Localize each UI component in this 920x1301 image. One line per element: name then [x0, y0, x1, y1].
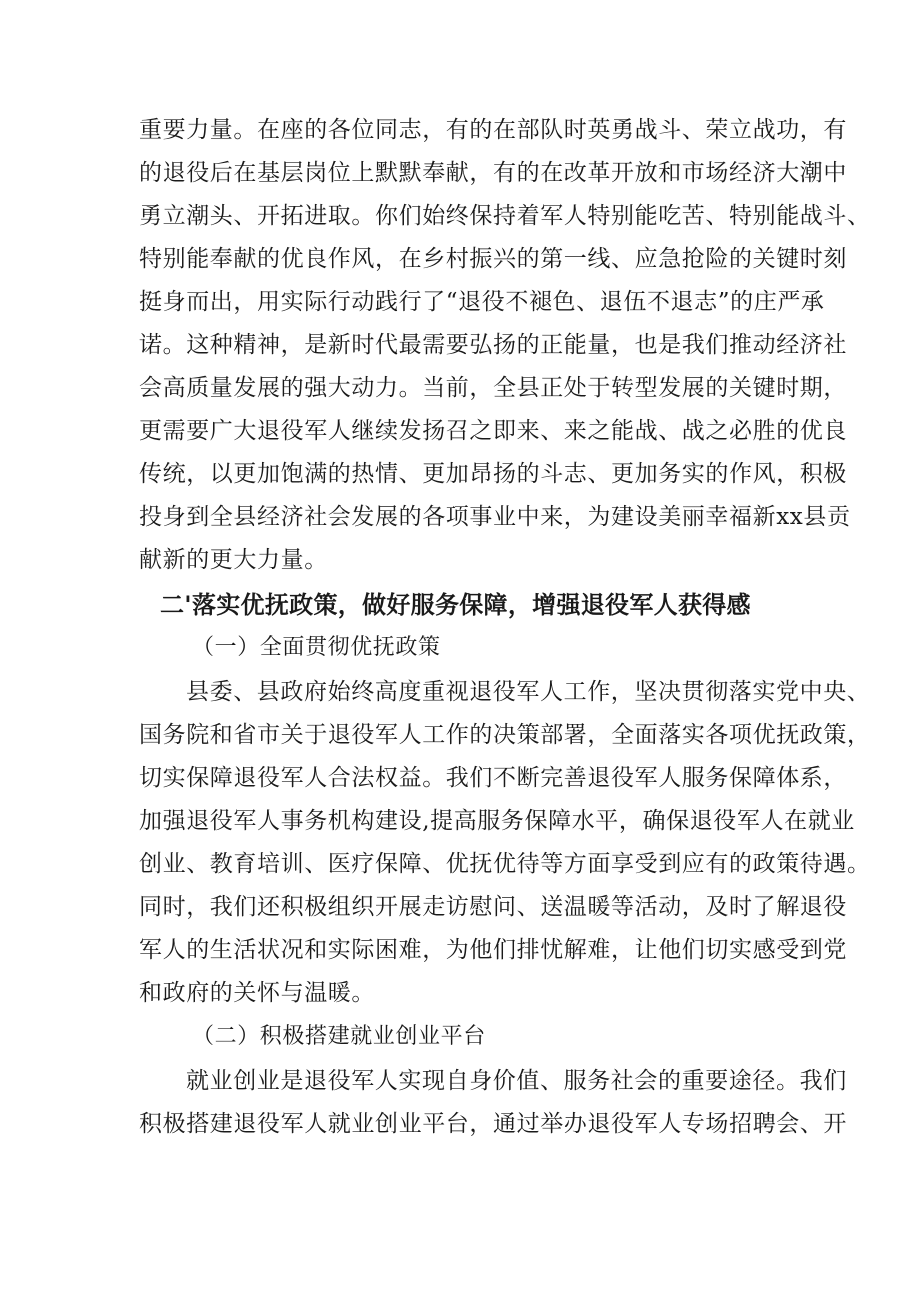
paragraph-line: 切实保障退役军人合法权益。我们不断完善退役军人服务保障体系， — [139, 765, 847, 791]
paragraph-line: 国务院和省市关于退役军人工作的决策部署，全面落实各项优抚政策， — [139, 722, 871, 748]
paragraph-line: 挺身而出，用实际行动践行了“退役不褪色、退伍不退志”的庄严承 — [139, 289, 825, 315]
paragraph-line: 诺。这种精神，是新时代最需要弘扬的正能量，也是我们推动经济社 — [139, 332, 847, 358]
paragraph-line: 传统，以更加饱满的热情、更加昂扬的斗志、更加务实的作风，积极 — [139, 461, 847, 487]
paragraph-line: 创业、教育培训、医疗保障、优抚优待等方面享受到应有的政策待遇。 — [139, 851, 871, 877]
paragraph-line: 投身到全县经济社会发展的各项事业中来，为建设美丽幸福新xx县贡 — [139, 504, 851, 530]
paragraph-line: 献新的更大力量。 — [139, 547, 328, 573]
paragraph-line: 勇立潮头、开拓进取。你们始终保持着军人特别能吃苦、特别能战斗、 — [139, 203, 871, 229]
paragraph-line: 的退役后在基层岗位上默默奉献，有的在改革开放和市场经济大潮中 — [139, 160, 847, 186]
section-heading: 二'落实优抚政策，做好服务保障，增强退役军人获得感 — [160, 591, 751, 619]
subsection-heading: （二）积极搭建就业创业平台 — [192, 1024, 486, 1049]
subsection-heading: （一）全面贯彻优抚政策 — [192, 635, 441, 660]
paragraph-line: 同时，我们还积极组织开展走访慰问、送温暖等活动，及时了解退役 — [139, 894, 847, 920]
paragraph-line: 积极搭建退役军人就业创业平台，通过举办退役军人专场招聘会、开 — [139, 1111, 847, 1137]
paragraph-line: 县委、县政府始终高度重视退役军人工作，坚决贯彻落实党中央、 — [186, 679, 871, 705]
paragraph-line: 会高质量发展的强大动力。当前，全县正处于转型发展的关键时期， — [139, 375, 847, 401]
paragraph-line: 就业创业是退役军人实现自身价值、服务社会的重要途径。我们 — [186, 1068, 847, 1094]
paragraph-line: 军人的生活状况和实际困难，为他们排忧解难，让他们切实感受到党 — [139, 937, 847, 963]
paragraph-line: 和政府的关怀与温暖。 — [139, 980, 375, 1006]
paragraph-line: 重要力量。在座的各位同志，有的在部队时英勇战斗、荣立战功，有 — [139, 117, 847, 143]
paragraph-line: 更需要广大退役军人继续发扬召之即来、来之能战、战之必胜的优良 — [139, 418, 847, 444]
paragraph-line: 加强退役军人事务机构建设,提高服务保障水平，确保退役军人在就业 — [139, 808, 855, 834]
paragraph-line: 特别能奉献的优良作风，在乡村振兴的第一线、应急抢险的关键时刻 — [139, 246, 847, 272]
